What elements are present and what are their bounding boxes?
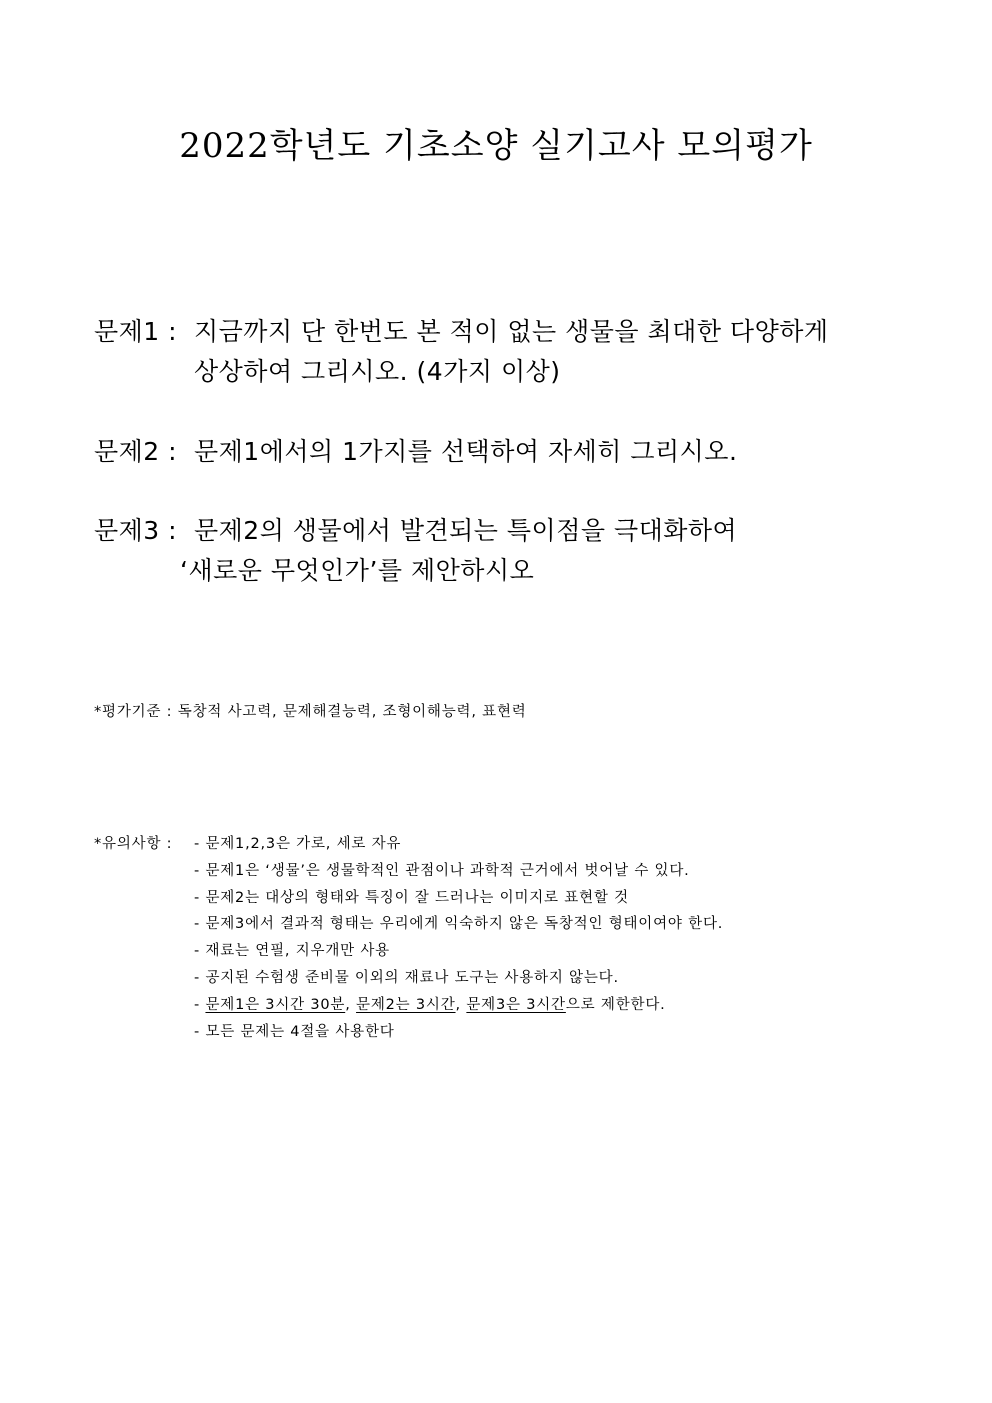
question-3-line-1 (94, 511, 737, 547)
evaluation-criteria: *평가기준 : 독창적 사고력, 문제해결능력, 조형이해능력, 표현력 (94, 704, 527, 720)
question-2-text-1: 문제1에서의 1가지를 선택하여 자세히 그리시오. (194, 437, 738, 466)
time-limit-q3: 문제3은 3시간 (466, 997, 566, 1013)
notes-label: *유의사항 : (94, 836, 173, 852)
note-item-time-limit (194, 993, 666, 1014)
note-item-6: - 공지된 수험생 준비물 이외의 재료나 도구는 사용하지 않는다. (194, 970, 619, 986)
question-1-label: 문제1 : (94, 317, 178, 346)
note-item-2: - 문제1은 ‘생물’은 생물학적인 관점이나 과학적 근거에서 벗어날 수 있다. (194, 863, 690, 879)
time-limit-q1: 문제1은 3시간 30분 (205, 997, 346, 1013)
time-limit-dash: - (194, 997, 206, 1013)
question-1-line-2 (194, 352, 561, 388)
note-item-5: - 재료는 연필, 지우개만 사용 (194, 943, 390, 959)
time-limit-sep-2: , (455, 997, 467, 1013)
question-3-text-2: ‘새로운 무엇인가’를 제안하시오 (180, 556, 535, 585)
time-limit-q2: 문제2는 3시간 (356, 997, 456, 1013)
question-1-text-2: 상상하여 그리시오. (4가지 이상) (194, 357, 561, 386)
question-3-text-1: 문제2의 생물에서 발견되는 특이점을 극대화하여 (194, 516, 738, 545)
time-limit-suffix: 으로 제한한다. (565, 997, 666, 1013)
note-item-4: - 문제3에서 결과적 형태는 우리에게 익숙하지 않은 독창적인 형태이여야 한다. (194, 916, 724, 932)
page-title: 2022학년도 기초소양 실기고사 모의평가 (179, 126, 813, 166)
question-1-line-1 (94, 312, 829, 348)
question-2-line-1 (94, 432, 737, 468)
note-item-last: - 모든 문제는 4절을 사용한다 (194, 1024, 395, 1040)
question-1-text-1: 지금까지 단 한번도 본 적이 없는 생물을 최대한 다양하게 (194, 317, 829, 346)
note-item-1: - 문제1,2,3은 가로, 세로 자유 (194, 836, 402, 852)
question-3-line-2 (180, 551, 534, 587)
note-item-3: - 문제2는 대상의 형태와 특징이 잘 드러나는 이미지로 표현할 것 (194, 890, 629, 906)
question-2-label: 문제2 : (94, 437, 178, 466)
time-limit-sep-1: , (345, 997, 357, 1013)
question-3-label: 문제3 : (94, 516, 178, 545)
